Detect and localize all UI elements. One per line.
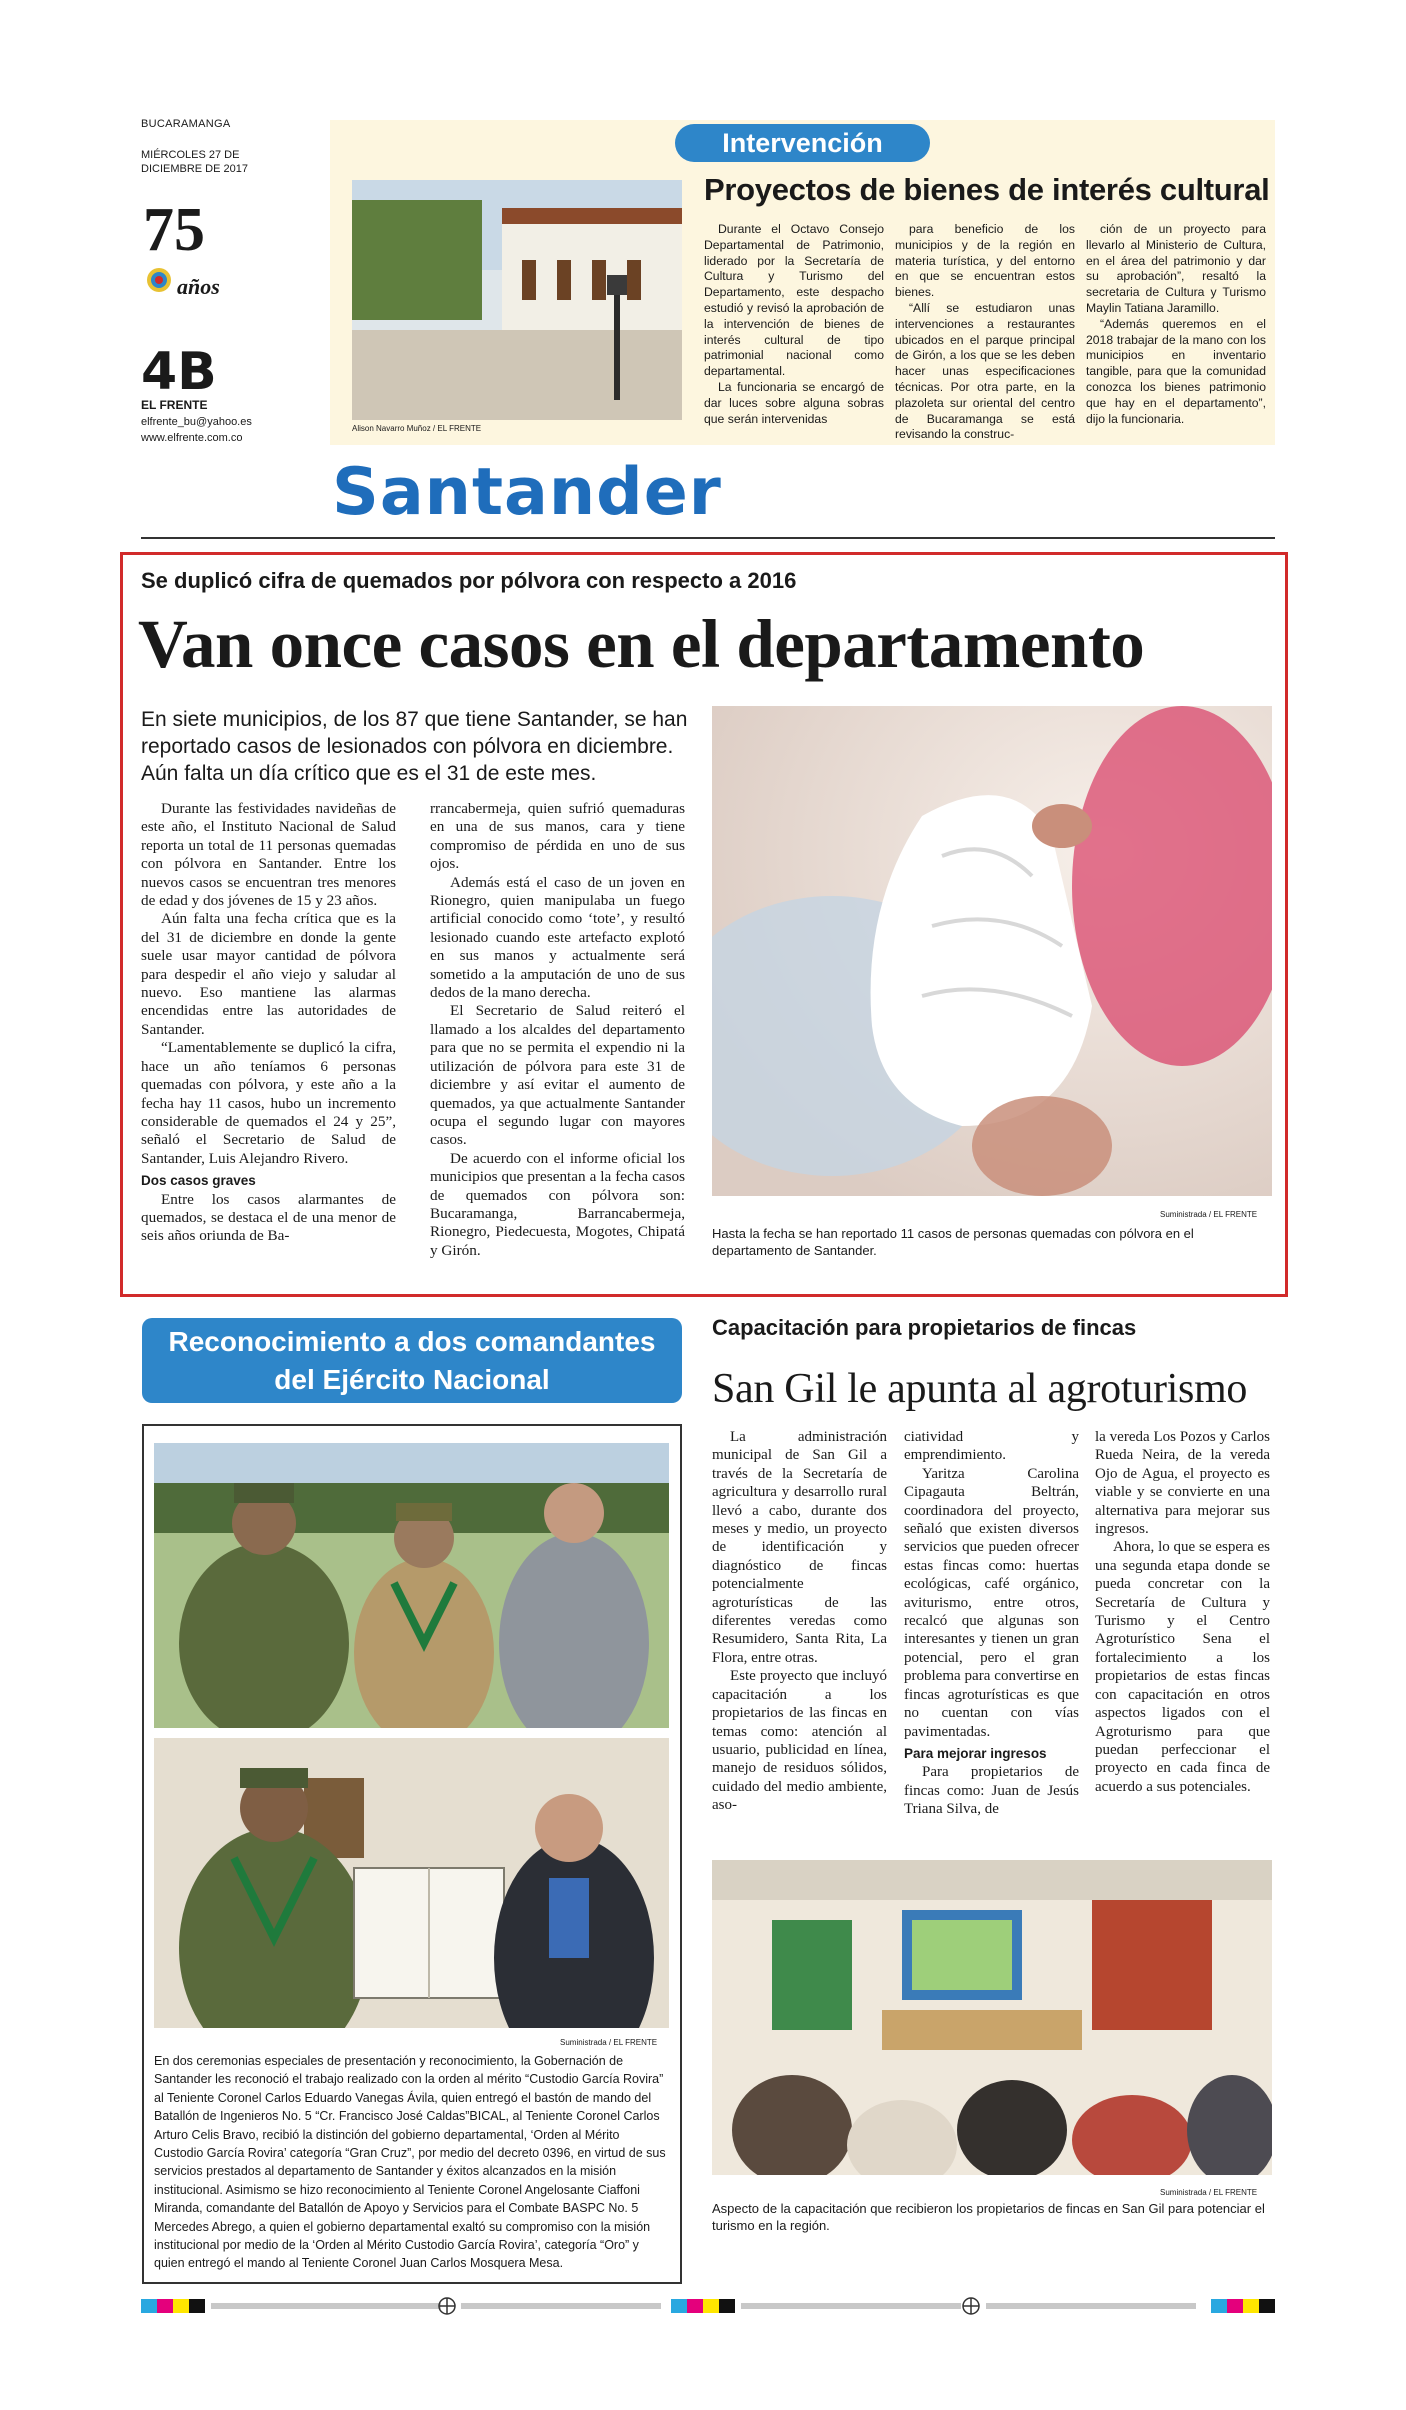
agro-headline: San Gil le apunta al agroturismo	[712, 1366, 1248, 1412]
paragraph: la vereda Los Pozos y Carlos Rueda Neira, de la vereda Ojo de Agua, el proyecto es viable y se convierte en una alternativa para mejorar sus ingresos.	[1095, 1429, 1270, 1538]
military-title-line-1: Reconocimiento a dos comandantes	[168, 1326, 656, 1357]
military-photo-credit: Suministrada / EL FRENTE	[560, 2038, 658, 2047]
paragraph: Además está el caso de un joven en Rionegro, quien manipulaba un fuego artificial conocido como ‘tote’, y resultó lesionado cuando este artefacto explotó en sus manos y actualmente será sometido a la amputación de uno de sus dedos de la mano derecha.	[430, 873, 685, 1002]
main-story-kicker: Se duplicó cifra de quemados por pólvora con respecto a 2016	[141, 568, 797, 593]
diploma-ceremony-photo	[154, 1738, 669, 2028]
subheading: Para mejorar ingresos	[904, 1745, 1047, 1761]
main-story-photo-credit: Suministrada / EL FRENTE	[1160, 1210, 1258, 1219]
main-story-column-1	[141, 800, 396, 1246]
paragraph: para beneficio de los municipios y de la región en materia turística, y del entorno en que se encuentran estos bienes.	[895, 222, 1075, 300]
paragraph: De acuerdo con el informe oficial los municipios que presentan a la fecha casos de quemados con pólvora son: Bucaramanga, Barrancabermeja, Rionegro, Piedecuesta, Mogotes, Chipatá y Girón.	[430, 1149, 685, 1259]
intervention-title: Proyectos de bienes de interés cultural	[704, 172, 1270, 207]
main-story-lede: En siete municipios, de los 87 que tiene Santander, se han reportado casos de lesionados con pólvora en diciembre. Aún falta un día crítico que es el 31 de este mes.	[141, 708, 688, 785]
agro-photo-credit: Suministrada / EL FRENTE	[1160, 2188, 1258, 2197]
paragraph: “Además queremos en el 2018 trabajar de la mano con los municipios en inventario tangible, para que la comunidad conozca los bienes patrimonio que hay en el departamento”, dijo la funcionaria.	[1086, 316, 1266, 426]
intervention-column-2	[895, 222, 1075, 443]
paragraph: Aún falta una fecha crítica que es la del 31 de diciembre en donde la gente suele usar mayor cantidad de pólvora para despedir el año viejo y saludar al nuevo. Eso mantiene las alarmas encendidas entre las autoridades de Santander.	[141, 910, 396, 1038]
anniversary-word: años	[177, 274, 220, 299]
anniversary-number: 75	[143, 198, 205, 264]
agro-caption: Aspecto de la capacitación que recibieron los propietarios de fincas en San Gil para potenciar el turismo en la región.	[712, 2201, 1265, 2233]
paragraph: ción de un proyecto para llevarlo al Ministerio de Cultura, en el área del patrimonio y dar su aprobación”, resaltó la secretaria de Cultura y Turismo Maylin Tatiana Jaramillo.	[1086, 222, 1266, 315]
paragraph: Ahora, lo que se espera es una segunda etapa donde se pueda concretar con la Secretaría de Cultura y Turismo y el Centro Agroturístico Sena el fortalecimiento a los propietarios de estas fincas con capacitación en otros aspectos ligados con el Agroturismo para que puedan perfeccionar el proyecto en cada finca de acuerdo a sus potenciales.	[1095, 1539, 1270, 1795]
print-registration-bar	[141, 2295, 1275, 2317]
publisher-website: www.elfrente.com.co	[141, 432, 243, 444]
paragraph: Yaritza Carolina Cipagauta Beltrán, coordinadora del proyecto, señaló que existen diversos servicios que pueden ofrecer estas fincas como: huertas ecológicas, café orgánico, aviturismo, entre otros, recalcó que algunas son interesantes y tienen un gran potencial, pero el gran problema para convertirse en fincas agroturísticas es que no cuentan con vías pavimentadas.	[904, 1465, 1079, 1740]
page-number-badge	[141, 345, 281, 393]
intervention-column-1	[704, 222, 884, 427]
agro-column-1	[712, 1428, 887, 1815]
military-title-line-2: del Ejército Nacional	[274, 1364, 550, 1395]
agro-kicker: Capacitación para propietarios de fincas	[712, 1315, 1137, 1340]
publisher-email: elfrente_bu@yahoo.es	[141, 416, 252, 428]
section-divider	[141, 537, 1275, 539]
main-story-caption: Hasta la fecha se han reportado 11 casos de personas quemadas con pólvora en el departamento de Santander.	[712, 1226, 1194, 1258]
paragraph: La funcionaria se encargó de dar luces sobre alguna sobras que serán intervenidas	[704, 379, 884, 426]
bandaged-hand-photo	[712, 706, 1272, 1196]
military-caption: En dos ceremonias especiales de presentación y reconocimiento, la Gobernación de Santander les reconoció el trabajo realizado con la orden al mérito “Custodio García Rovira” al Teniente Coronel Carlos Eduardo Vanegas Ávila, quien entregó el bastón de mando del Batallón de Ingenieros No. 5 “Cr. Francisco José Caldas”BICAL, al Teniente Coronel Carlos Arturo Celis Bravo, recibió la distinción del gobierno departamental, ‘Orden al Mérito Custodio García Rovira’ categoría “Gran Cruz”, por medio del decreto 0396, en virtud de sus servicios prestados al departamento de Santander y éxitos alcanzados en la misión institucional. Asimismo se hizo reconocimiento al Teniente Coronel Angelosante Ciaffoni Miranda, comandante del Batallón de Apoyo y Servicios para el Combate BASPC No. 5 Mercedes Abrego, a quien el gobierno departamental exaltó su compromiso con la misión institucional por medio de la ‘Orden al Mérito Custodio García Rovira’, categoría “Oro” y quien entregó el mando al Teniente Coronel Juan Carlos Mosquera Mesa.	[154, 2054, 666, 2271]
intervention-column-3	[1086, 222, 1266, 427]
paragraph: Este proyecto que incluyó capacitación a los propietarios de las fincas en temas como: atención al usuario, publicidad en línea, manejo de residuos sólidos, cuidado del medio ambiente, aso-	[712, 1668, 887, 1814]
subheading: Dos casos graves	[141, 1173, 256, 1189]
military-title-box	[142, 1318, 682, 1403]
paragraph: Durante el Octavo Consejo Departamental de Patrimonio, liderado por la Secretaría de Cultura y Turismo del Departamento, este despacho estudió y revisó la aprobación de la intervención de bienes de interés cultural de tipo patrimonial nacional como departamental.	[704, 222, 884, 379]
section-title: Santander	[332, 455, 722, 530]
paragraph: Durante las festividades navideñas de este año, el Instituto Nacional de Salud reporta un total de 11 personas quemadas con pólvora en Santander. Entre los nuevos casos se encuentran tres menores de edad y dos jóvenes de 15 y 23 años.	[141, 800, 396, 910]
training-session-photo	[712, 1860, 1272, 2175]
agro-column-2	[904, 1428, 1079, 1819]
agro-column-3	[1095, 1428, 1270, 1796]
paragraph: Para propietarios de fincas como: Juan de Jesús Triana Silva, de	[904, 1764, 1079, 1818]
main-story-column-2	[430, 800, 685, 1260]
page-number: 4B	[141, 345, 217, 393]
paragraph: ciatividad y emprendimiento.	[904, 1429, 1079, 1464]
publisher-name: EL FRENTE	[141, 398, 208, 412]
paragraph: “Lamentablemente se duplicó la cifra, hace un año teníamos 6 personas quemadas con pólvora, y este año a la fecha hay 11 casos, hubo un incremento considerable de quemados el 24 y 25”, señaló el Secretario de Salud de Santander, Luis Alejandro Rivero.	[141, 1039, 396, 1167]
paragraph: rrancabermeja, quien sufrió quemaduras en una de sus manos, cara y tiene compromiso de pérdida en uno de sus ojos.	[430, 800, 685, 873]
main-story-headline: Van once casos en el departamento	[138, 606, 1145, 682]
paragraph: Entre los casos alarmantes de quemados, se destaca el de una menor de seis años oriunda de Ba-	[141, 1190, 396, 1245]
city-label: BUCARAMANGA	[141, 118, 231, 130]
intervention-section-label: Intervención	[675, 124, 930, 162]
paragraph: El Secretario de Salud reiteró el llamado a los alcaldes del departamento para que no se permita el expendio ni la utilización de pólvora para este 31 de diciembre y así evitar el aumento de quemados, ya que actualmente Santander ocupa el segundo lugar con mayores casos.	[430, 1002, 685, 1149]
colonial-street-photo	[352, 180, 682, 420]
date-label: MIÉRCOLES 27 DE DICIEMBRE DE 2017	[141, 149, 248, 175]
paragraph: “Allí se estudiaron unas intervenciones a restaurantes ubicados en el parque principal de Girón, a los que se les deben hacer unas especificaciones técnicas. Por otra parte, en la plazoleta sur oriental del centro de Bucaramanga se está revisando la construc-	[895, 300, 1075, 442]
anniversary-logo	[141, 198, 251, 308]
medal-ceremony-photo	[154, 1443, 669, 1728]
paragraph: La administración municipal de San Gil a través de la Secretaría de agricultura y desarrollo rural llevó a cabo, durante dos meses y medio, un proyecto de identificación y diagnóstico de fincas potencialmente agroturísticas de las diferentes veredas como Resumidero, Santa Rita, La Flora, entre otras.	[712, 1429, 887, 1666]
intervention-photo-credit: Alison Navarro Muñoz / EL FRENTE	[352, 424, 482, 433]
